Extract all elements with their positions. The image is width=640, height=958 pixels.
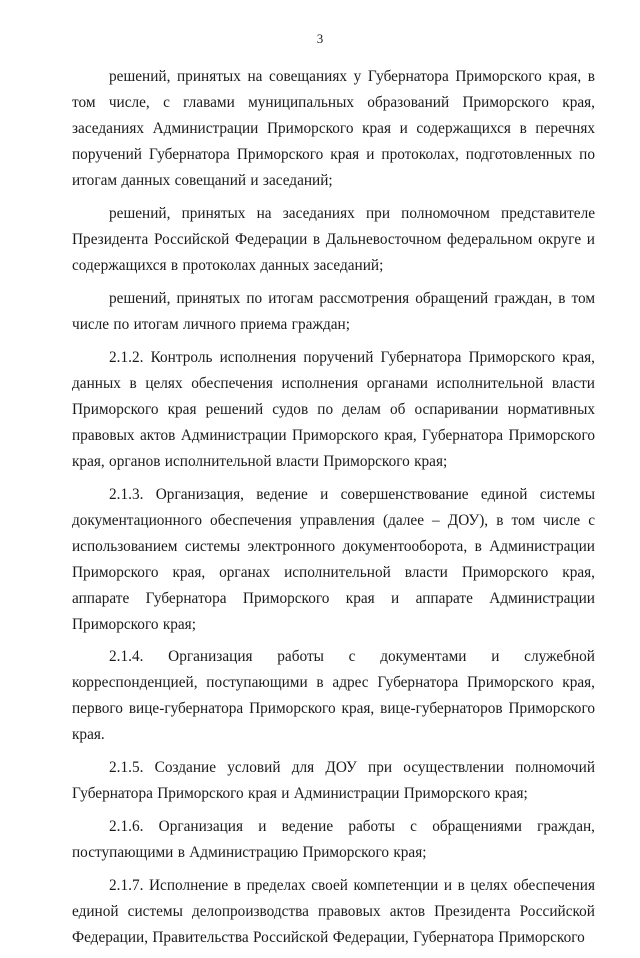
paragraph-decisions-governor-meetings: решений, принятых на совещаниях у Губернатора Приморского края, в том числе, с главами муниципальных образований Приморского края, заседаниях Администрации Приморского края и содержащихся в перечнях поручений Губернатора Приморского края и протоколах, подготовленных по итогам данных совещаний и заседаний; bbox=[72, 68, 595, 189]
paragraph-2-1-3: 2.1.3. Организация, ведение и совершенствование единой системы документационного обеспечения управления (далее – ДОУ), в том числе с использованием системы электронного документооборота, в Администрации Приморского края, органах исполнительной власти Приморского края, аппарате Губернатора Приморского края и аппарате Администрации Приморского края; bbox=[72, 485, 595, 633]
paragraph-2-1-7: 2.1.7. Исполнение в пределах своей компетенции и в целях обеспечения единой системы делопроизводства правовых актов Президента Российской Федерации, Правительства Российской Федерации, Губернатора Приморского bbox=[72, 877, 595, 947]
paragraph-2-1-2: 2.1.2. Контроль исполнения поручений Губернатора Приморского края, данных в целях обеспечения исполнения органами исполнительной власти Приморского края решений судов по делам об оспаривании нормативных правовых актов Администрации Приморского края, Губернатора Приморского края, органов исполнительной власти Приморского края; bbox=[72, 348, 595, 470]
paragraph-2-1-5: 2.1.5. Создание условий для ДОУ при осуществлении полномочий Губернатора Приморского края и Администрации Приморского края; bbox=[72, 759, 595, 803]
document-body bbox=[72, 64, 595, 958]
page-number: 3 bbox=[316, 31, 324, 46]
paragraph-2-1-6: 2.1.6. Организация и ведение работы с обращениями граждан, поступающими в Администрацию Приморского края; bbox=[72, 818, 595, 862]
paragraph-2-1-4: 2.1.4. Организация работы с документами и служебной корреспонденцией, поступающими в адрес Губернатора Приморского края, первого вице-губернатора Приморского края, вице-губернаторов Приморского края. bbox=[72, 648, 595, 744]
paragraph-decisions-presidential-envoy: решений, принятых на заседаниях при полномочном представителе Президента Российской Федерации в Дальневосточном федеральном округе и содержащихся в протоколах данных заседаний; bbox=[72, 204, 595, 274]
paragraph-decisions-citizen-appeals: решений, принятых по итогам рассмотрения обращений граждан, в том числе по итогам личного приема граждан; bbox=[72, 289, 595, 333]
